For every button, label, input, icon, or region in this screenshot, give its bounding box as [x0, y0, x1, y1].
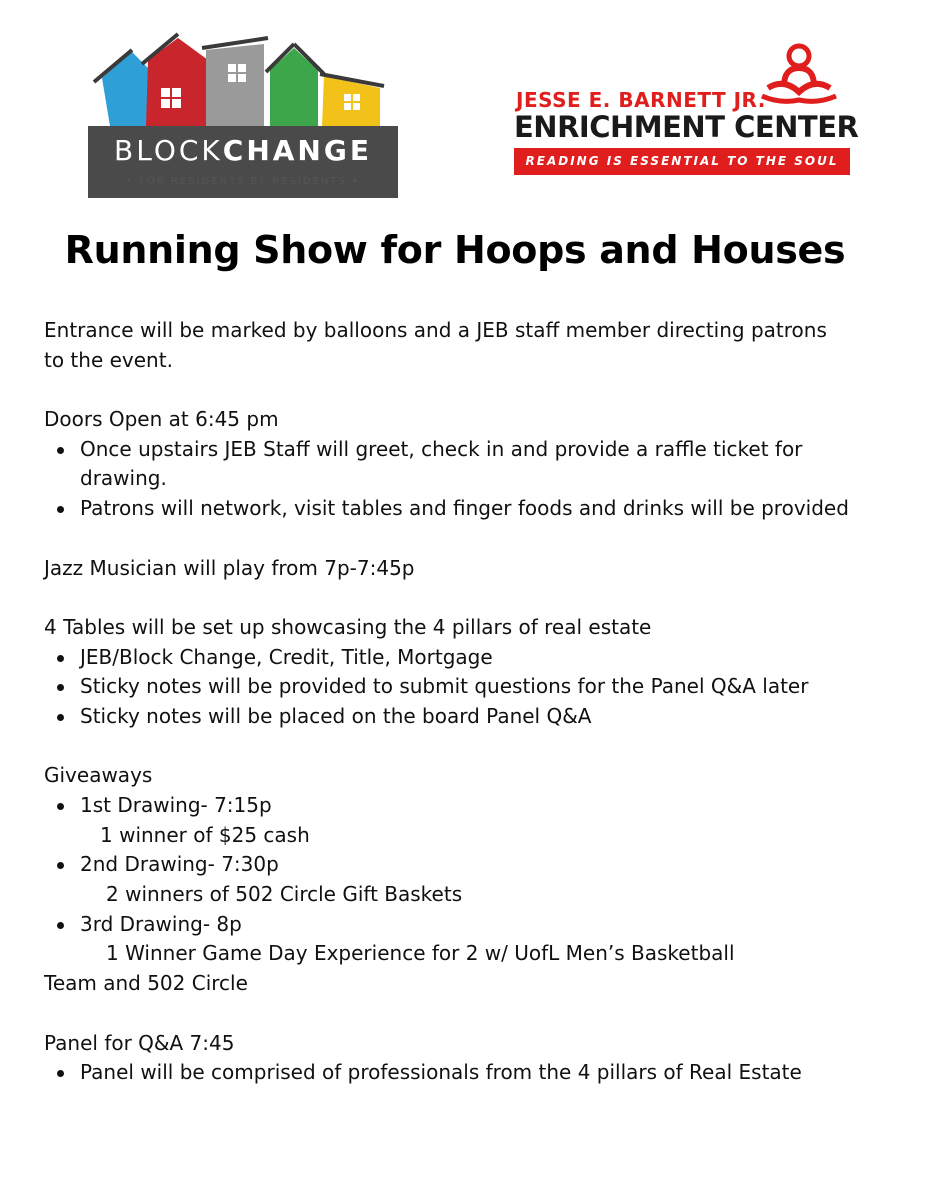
blockchange-logo [88, 30, 400, 195]
document-body [44, 316, 904, 1088]
jeb-center-line: ENRICHMENT CENTER [514, 110, 859, 144]
page-title: Running Show for Hoops and Houses [64, 228, 846, 272]
list-item: 2nd Drawing- 7:30p [44, 850, 904, 880]
list-item: 1st Drawing- 7:15p [44, 791, 904, 821]
list-item: Once upstairs JEB Staff will greet, check in and provide a raffle ticket for [44, 435, 904, 465]
drawing-detail: 1 Winner Game Day Experience for 2 w/ UofL Men’s Basketball [106, 941, 735, 966]
drawing-detail-continuation: Team and 502 Circle [44, 971, 248, 996]
list-item: Sticky notes will be provided to submit questions for the Panel Q&A later [44, 672, 904, 702]
intro-line: to the event. [44, 347, 173, 372]
blockchange-tagline: • FOR RESIDENTS BY RESIDENTS • [126, 176, 360, 187]
tables-heading: 4 Tables will be set up showcasing the 4 pillars of real estate [44, 614, 652, 639]
list-item-continuation: drawing. [80, 466, 167, 491]
intro-line: Entrance will be marked by balloons and a JEB staff member directing patrons [44, 318, 827, 342]
jazz-line: Jazz Musician will play from 7p-7:45p [44, 555, 415, 580]
drawing-detail: 1 winner of $25 cash [100, 822, 310, 847]
reader-icon [754, 42, 844, 112]
list-item: 3rd Drawing- 8p [44, 910, 904, 940]
list-item: Panel will be comprised of professionals from the 4 pillars of Real Estate [44, 1058, 904, 1088]
doors-heading: Doors Open at 6:45 pm [44, 407, 279, 432]
list-item: JEB/Block Change, Credit, Title, Mortgage [44, 643, 904, 673]
list-item: Patrons will network, visit tables and finger foods and drinks will be provided [44, 494, 904, 524]
jeb-name-line: JESSE E. BARNETT JR. [516, 88, 766, 112]
panel-heading: Panel for Q&A 7:45 [44, 1030, 235, 1055]
blockchange-wordmark: BLOCKCHANGE [114, 134, 372, 167]
jeb-tagline: READING IS ESSENTIAL TO THE SOUL [525, 154, 839, 168]
list-item: Sticky notes will be placed on the board Panel Q&A [44, 702, 904, 732]
drawing-detail: 2 winners of 502 Circle Gift Baskets [106, 882, 463, 907]
houses-icon [88, 30, 400, 128]
giveaways-heading: Giveaways [44, 763, 153, 788]
jeb-logo [512, 44, 859, 176]
